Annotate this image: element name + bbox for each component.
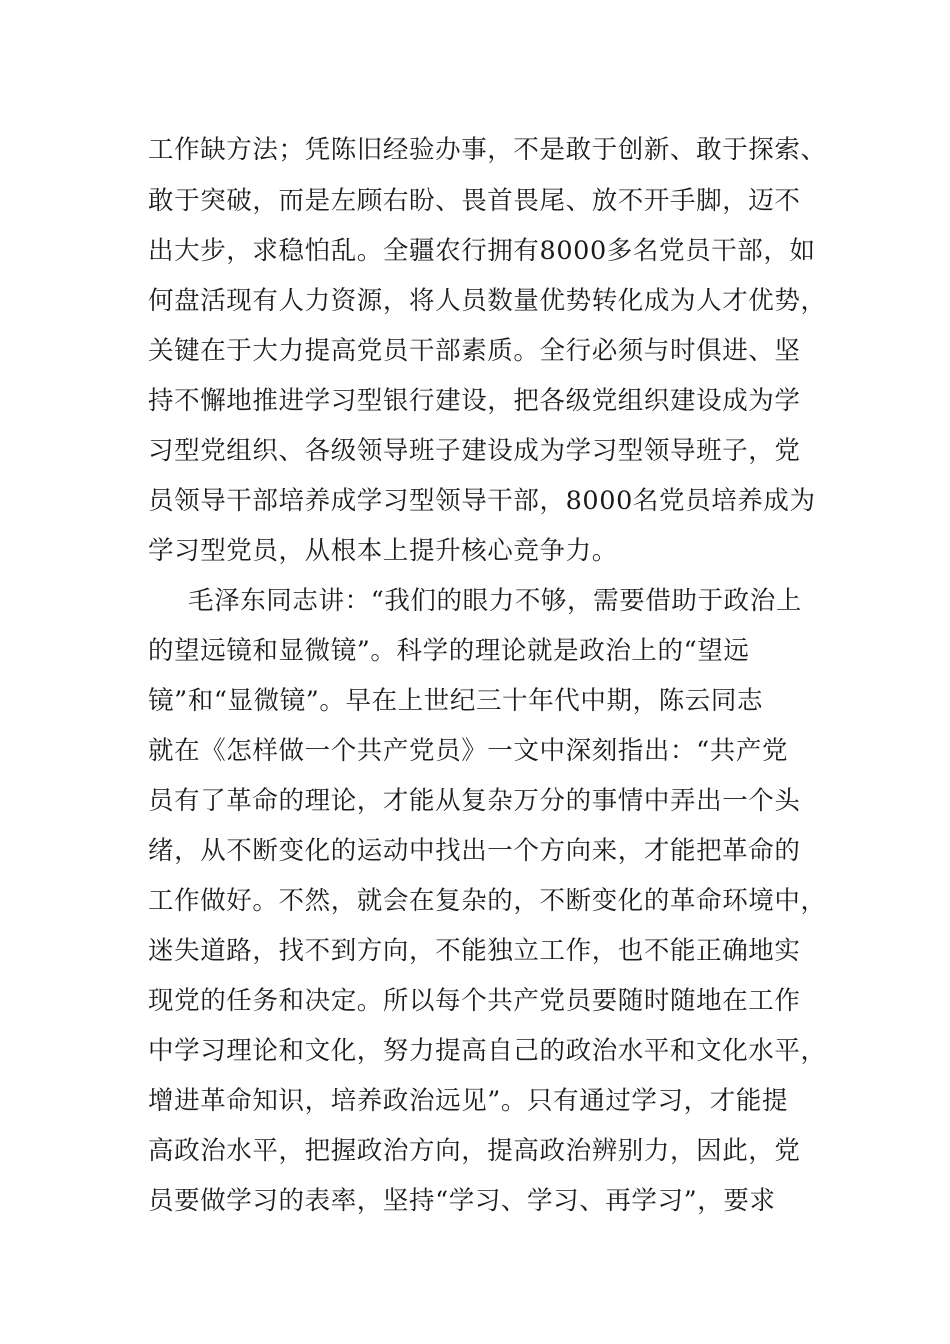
text-line: 增进革命知识，培养政治远见”。只有通过学习，才能提 <box>148 1086 789 1116</box>
text-line: 高政治水平，把握政治方向，提高政治辨别力，因此，党 <box>148 1136 801 1166</box>
text-line: 学习型党员，从根本上提升核心竞争力。 <box>148 536 618 566</box>
text-line: 持不懈地推进学习型银行建设，把各级党组织建设成为学 <box>148 386 801 416</box>
text-line: 中学习理论和文化，努力提高自己的政治水平和文化水平， <box>148 1036 827 1066</box>
paragraph-first-line: 毛泽东同志讲：“我们的眼力不够，需要借助于政治上 <box>188 586 802 616</box>
text-line: 绪，从不断变化的运动中找出一个方向来，才能把革命的 <box>148 836 801 866</box>
text-line: 工作做好。不然，就会在复杂的，不断变化的革命环境中， <box>148 886 827 916</box>
text-line: 的望远镜和显微镜”。科学的理论就是政治上的“望远 <box>148 636 750 666</box>
text-line: 就在《怎样做一个共产党员》一文中深刻指出：“共产党 <box>148 736 789 766</box>
text-line: 何盘活现有人力资源，将人员数量优势转化成为人才优势， <box>148 286 827 316</box>
text-line: 迷失道路，找不到方向，不能独立工作，也不能正确地实 <box>148 936 801 966</box>
text-line: 工作缺方法；凭陈旧经验办事，不是敢于创新、敢于探索、 <box>148 135 827 165</box>
text-line: 现党的任务和决定。所以每个共产党员要随时随地在工作 <box>148 986 801 1016</box>
text-line: 员有了革命的理论，才能从复杂万分的事情中弄出一个头 <box>148 786 801 816</box>
text-line: 习型党组织、各级领导班子建设成为学习型领导班子，党 <box>148 436 801 466</box>
text-line: 员领导干部培养成学习型领导干部，8000名党员培养成为 <box>148 486 816 516</box>
text-line: 员要做学习的表率，坚持“学习、学习、再学习”，要求 <box>148 1186 776 1216</box>
text-line: 敢于突破，而是左顾右盼、畏首畏尾、放不开手脚，迈不 <box>148 186 801 216</box>
text-line: 出大步，求稳怕乱。全疆农行拥有8000多名党员干部，如 <box>148 236 816 266</box>
text-line: 关键在于大力提高党员干部素质。全行必须与时俱进、坚 <box>148 336 801 366</box>
text-line: 镜”和“显微镜”。早在上世纪三十年代中期，陈云同志 <box>148 686 764 716</box>
